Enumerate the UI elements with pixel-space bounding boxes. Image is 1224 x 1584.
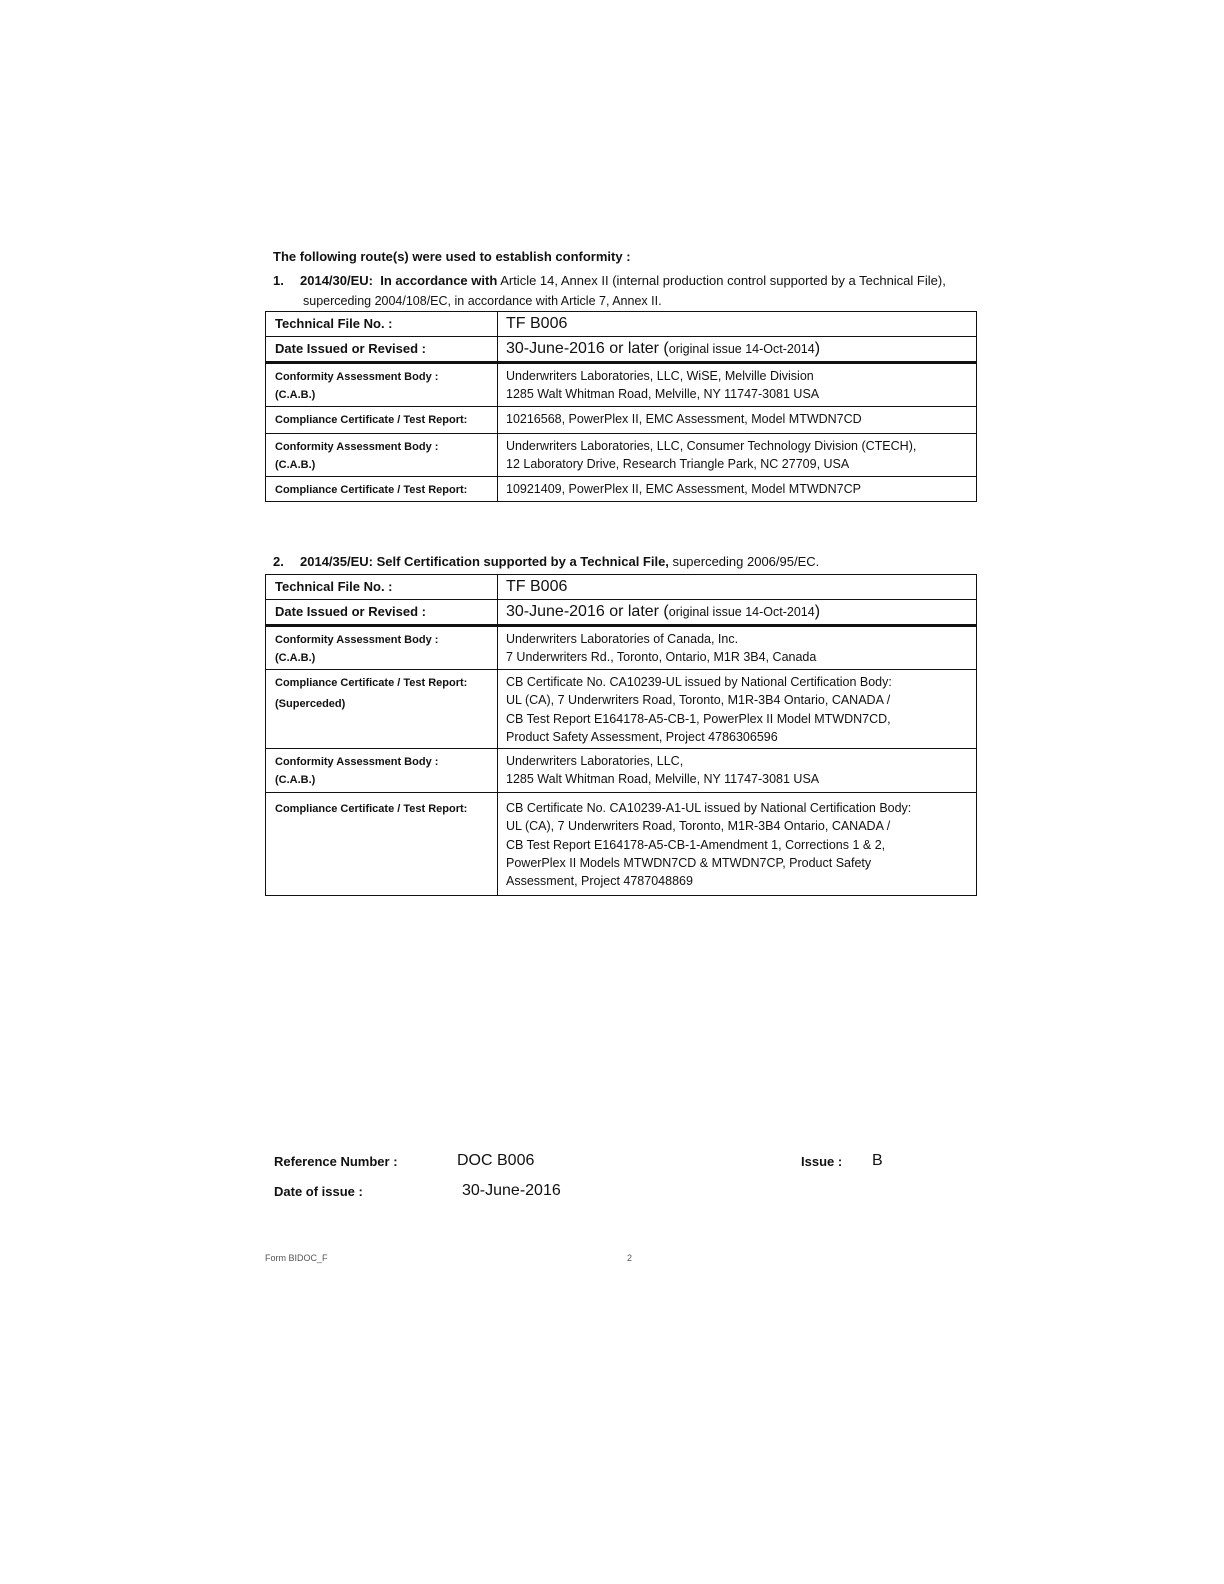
route-2-table [265,574,977,896]
route-1-intro-rest: Article 14, Annex II (internal production control supported by a Technical File), [500,273,946,288]
reference-number-value: DOC B006 [457,1152,535,1169]
table-row [266,626,977,670]
conformity-routes-heading: The following route(s) were used to establish conformity : [273,249,631,264]
page-number: 2 [627,1253,633,1263]
certificate-value: 10216568, PowerPlex II, EMC Assessment, Model MTWDN7CD [498,407,977,434]
table-row [266,749,977,793]
table-row [266,670,977,749]
route-1-number: 1. [273,273,284,288]
date-of-issue-label: Date of issue : [274,1184,363,1199]
cab-label: Conformity Assessment Body : (C.A.B.) [266,626,498,670]
technical-file-value: TF B006 [498,312,977,337]
route-2-text-rest: superceding 2006/95/EC. [672,554,820,569]
issue-label: Issue : [801,1154,843,1169]
technical-file-value: TF B006 [498,575,977,600]
date-issued-label: Date Issued or Revised : [266,337,498,363]
technical-file-label: Technical File No. : [266,575,498,600]
table-row [266,337,977,363]
table-row [266,363,977,407]
date-of-issue-value: 30-June-2016 [462,1182,561,1199]
route-1-continuation: superceding 2004/108/EC, in accordance with Article 7, Annex II. [303,294,662,308]
cab-value: Underwriters Laboratories, LLC, 1285 Walt Whitman Road, Melville, NY 11747-3081 USA [498,749,977,793]
table-row [266,575,977,600]
route-2-heading [273,554,819,569]
table-row [266,600,977,626]
date-issued-value: 30-June-2016 or later (original issue 14-Oct-2014) [498,600,977,626]
certificate-label: Compliance Certificate / Test Report: [266,477,498,502]
route-2-number: 2. [273,554,284,569]
issue-value: B [872,1152,883,1169]
route-1-heading [273,273,946,288]
route-1-intro-bold: In accordance with [380,273,498,288]
certificate-label: Compliance Certificate / Test Report: (Superceded) [266,670,498,749]
date-issued-label: Date Issued or Revised : [266,600,498,626]
certificate-value: CB Certificate No. CA10239-A1-UL issued by National Certification Body: UL (CA), 7 Underwriters Road, Toronto, M1R-3B4 Ontario, CANADA / CB Test Report E164178-A5-CB-1-Amendment 1, Corrections 1 & 2, PowerPlex II Models MTWDN7CD & MTWDN7CP, Product Safety Assessment, Project 4787048869 [498,793,977,896]
certificate-value: CB Certificate No. CA10239-UL issued by National Certification Body: UL (CA), 7 Underwriters Road, Toronto, M1R-3B4 Ontario, CANADA / CB Test Report E164178-A5-CB-1, PowerPlex II Model MTWDN7CD, Product Safety Assessment, Project 4786306596 [498,670,977,749]
route-1-directive: 2014/30/EU: [300,273,373,288]
certificate-label: Compliance Certificate / Test Report: [266,407,498,434]
route-2-text-bold: 2014/35/EU: Self Certification supported by a Technical File, [300,554,669,569]
route-1-table [265,311,977,502]
cab-value: Underwriters Laboratories, LLC, Consumer Technology Division (CTECH), 12 Laboratory Drive, Research Triangle Park, NC 27709, USA [498,434,977,477]
table-row [266,312,977,337]
table-row [266,434,977,477]
table-row [266,477,977,502]
form-id: Form BIDOC_F [265,1253,328,1263]
cab-label: Conformity Assessment Body : (C.A.B.) [266,749,498,793]
certificate-label: Compliance Certificate / Test Report: [266,793,498,896]
cab-label: Conformity Assessment Body : (C.A.B.) [266,434,498,477]
certificate-value: 10921409, PowerPlex II, EMC Assessment, Model MTWDN7CP [498,477,977,502]
cab-value: Underwriters Laboratories of Canada, Inc. 7 Underwriters Rd., Toronto, Ontario, M1R 3B4, Canada [498,626,977,670]
table-row [266,793,977,896]
cab-value: Underwriters Laboratories, LLC, WiSE, Melville Division 1285 Walt Whitman Road, Melville, NY 11747-3081 USA [498,363,977,407]
table-row [266,407,977,434]
cab-label: Conformity Assessment Body : (C.A.B.) [266,363,498,407]
reference-number-label: Reference Number : [274,1154,398,1169]
date-issued-value: 30-June-2016 or later (original issue 14-Oct-2014) [498,337,977,363]
technical-file-label: Technical File No. : [266,312,498,337]
